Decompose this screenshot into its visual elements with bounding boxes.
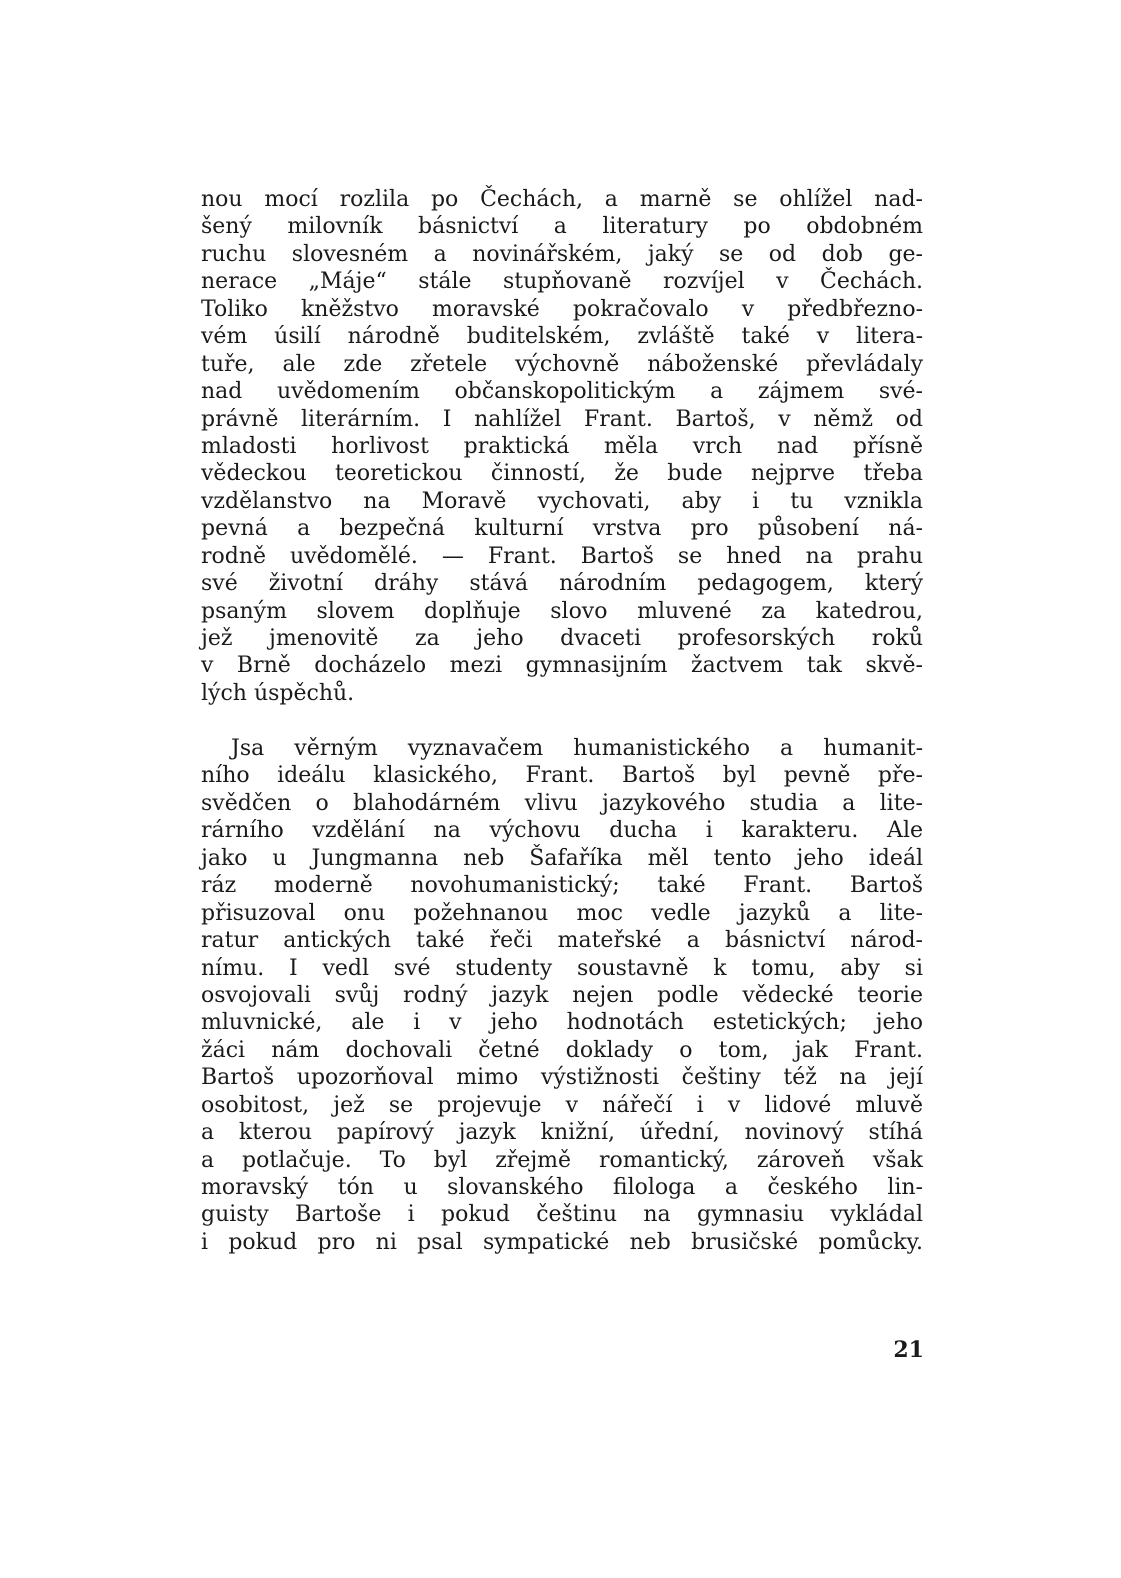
text-line: lých úspěchů. [201,680,355,706]
text-line: jako u Jungmanna neb Šafaříka měl tento jeho ideál [201,845,923,871]
text-line: nímu. I vedl své studenty soustavně k tomu, aby si [201,955,923,981]
text-line: guisty Bartoše i pokud češtinu na gymnasiu vykládal [201,1202,923,1228]
text-line: svědčen o blahodárném vlivu jazykového studia a lite- [201,790,923,816]
text-line: žáci nám dochovali četné doklady o tom, jak Frant. [201,1037,923,1063]
text-line: psaným slovem doplňuje slovo mluvené za katedrou, [201,598,923,624]
text-line: vzdělanstvo na Moravě vychovati, aby i tu vznikla [201,488,923,514]
text-line: Jsa věrným vyznavačem humanistického a humanit- [231,736,923,761]
text-line: ratur antických také řeči mateřské a básnictví národ- [201,928,923,954]
text-line: přisuzoval onu požehnanou moc vedle jazyků a lite- [201,900,923,926]
text-line: ního ideálu klasického, Frant. Bartoš byl pevně pře- [201,763,923,789]
text-line: v Brně docházelo mezi gymnasijním žactvem tak skvě- [201,653,923,679]
paragraph-2 [201,735,923,1256]
text-line: šený milovník básnictví a literatury po obdobném [201,214,923,240]
text-line: a potlačuje. To byl zřejmě romantický, zároveň však [201,1147,923,1173]
text-line: osobitost, jež se projevuje v nářečí i v lidové mluvě [201,1092,923,1118]
text-line: právně literárním. I nahlížel Frant. Bartoš, v němž od [201,406,923,432]
text-line: moravský tón u slovanského filologa a českého lin- [201,1175,923,1200]
text-line: nerace „Máje“ stále stupňovaně rozvíjel v Čechách. [201,269,923,295]
text-line: Toliko kněžstvo moravské pokračovalo v předbřezno- [201,296,923,322]
page-number: 21 [893,1337,924,1363]
text-line: pevná a bezpečná kulturní vrstva pro působení ná- [201,516,923,542]
text-line: své životní dráhy stává národním pedagogem, který [201,571,923,597]
text-line: ruchu slovesném a novinářském, jaký se od dob ge- [201,241,923,267]
text-line: rodně uvědomělé. — Frant. Bartoš se hned na prahu [201,543,923,569]
text-line: nad uvědomením občanskopolitickým a zájmem své- [201,379,923,405]
text-line: tuře, ale zde zřetele výchovně náboženské převládaly [201,351,923,377]
text-line: i pokud pro ni psal sympatické neb brusičské pomůcky. [201,1229,923,1255]
text-line: vědeckou teoretickou činností, že bude nejprve třeba [201,461,923,487]
text-line: vém úsilí národně buditelském, zvláště také v litera- [201,324,923,350]
paragraph-1 [201,186,923,707]
text-line: Bartoš upozorňoval mimo výstižnosti češtiny též na její [201,1065,923,1091]
text-line: ráz moderně novohumanistický; také Frant. Bartoš [201,873,923,899]
text-line: mladosti horlivost praktická měla vrch nad přísně [201,433,923,459]
text-line: mluvnické, ale i v jeho hodnotách estetických; jeho [201,1010,923,1036]
text-line: a kterou papírový jazyk knižní, úřední, novinový stíhá [201,1120,923,1146]
text-line: osvojovali svůj rodný jazyk nejen podle vědecké teorie [201,982,923,1008]
text-line: rárního vzdělání na výchovu ducha i karakteru. Ale [201,818,923,844]
text-line: nou mocí rozlila po Čechách, a marně se ohlížel nad- [201,187,923,212]
text-line: jež jmenovitě za jeho dvaceti profesorských roků [201,626,923,651]
